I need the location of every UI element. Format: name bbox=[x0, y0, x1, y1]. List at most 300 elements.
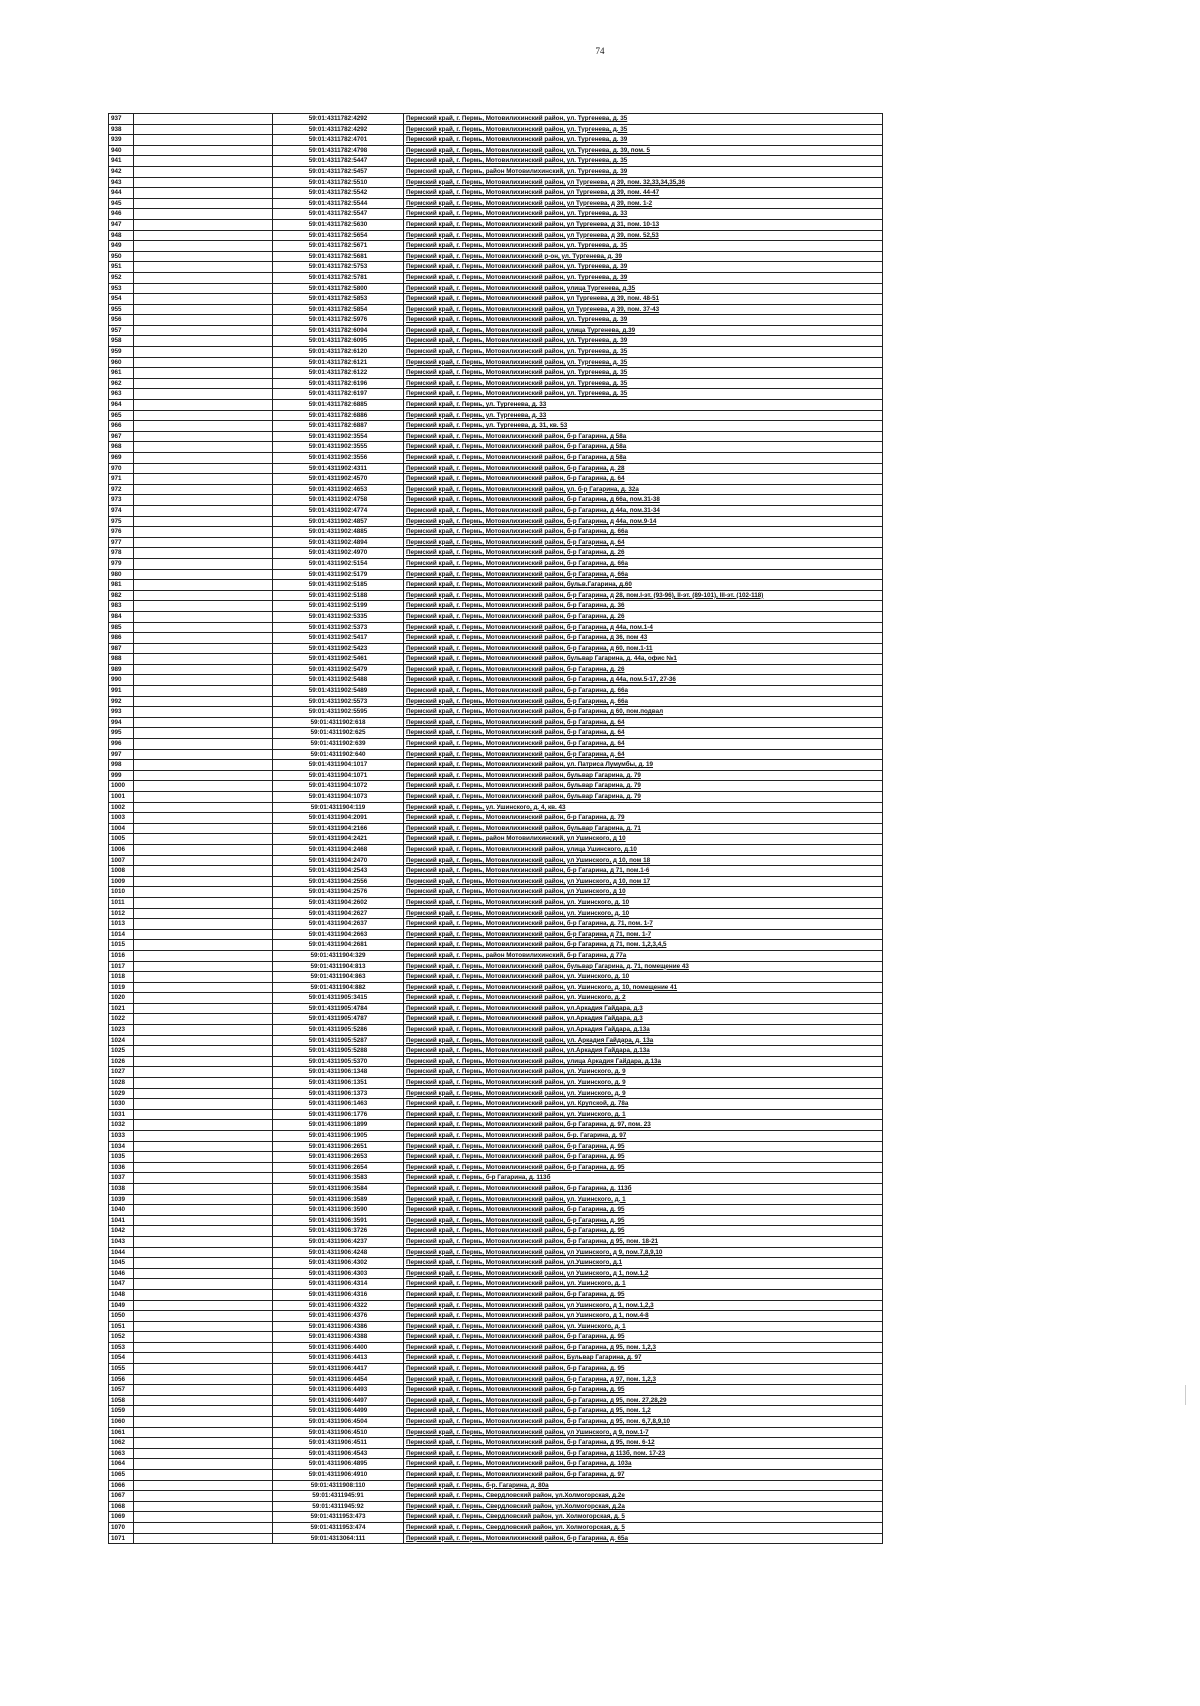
cadastral-number: 59:01:4311902:5461 bbox=[273, 654, 404, 665]
address: Пермский край, г. Пермь, Мотовилихинский район, б-р Гагарина, д. 95 bbox=[404, 1332, 883, 1343]
address: Пермский край, г. Пермь, Мотовилихинский район, ул. Тургенева, д. 35 bbox=[404, 368, 883, 379]
table-row bbox=[109, 188, 883, 199]
empty-cell bbox=[134, 643, 273, 654]
address: Пермский край, г. Пермь, Мотовилихинский район, ул. Тургенева, д. 33 bbox=[404, 209, 883, 220]
empty-cell bbox=[134, 156, 273, 167]
address: Пермский край, г. Пермь, Мотовилихинский район, ул. Ушинского, д. 9 bbox=[404, 1078, 883, 1089]
table-row bbox=[109, 1035, 883, 1046]
row-number: 1019 bbox=[109, 982, 134, 993]
table-row bbox=[109, 813, 883, 824]
empty-cell bbox=[134, 1067, 273, 1078]
empty-cell bbox=[134, 230, 273, 241]
table-row bbox=[109, 357, 883, 368]
empty-cell bbox=[134, 347, 273, 358]
table-row bbox=[109, 611, 883, 622]
cadastral-number: 59:01:4311906:4376 bbox=[273, 1311, 404, 1322]
table-row bbox=[109, 569, 883, 580]
table-row bbox=[109, 442, 883, 453]
address: Пермский край, г. Пермь, Мотовилихинский район, ул Ушинского, д 1, пом.1,2,3 bbox=[404, 1300, 883, 1311]
address: Пермский край, г. Пермь, Мотовилихинский район, б-р Гагарина, д 71, пом. 1-7 bbox=[404, 929, 883, 940]
address: Пермский край, г. Пермь, Мотовилихинский район, б-р Гагарина, д 66а, пом.31-38 bbox=[404, 495, 883, 506]
empty-cell bbox=[134, 1205, 273, 1216]
table-row bbox=[109, 580, 883, 591]
address: Пермский край, г. Пермь, Мотовилихинский район, б-р Гагарина, д. 64 bbox=[404, 474, 883, 485]
address: Пермский край, г. Пермь, Мотовилихинский район, б-р Гагарина, д. 64 bbox=[404, 537, 883, 548]
address: Пермский край, г. Пермь, Мотовилихинский район, б-р Гагарина, д. 64 bbox=[404, 728, 883, 739]
address: Пермский край, г. Пермь, Мотовилихинский район, ул Ушинского, д 10, пом 17 bbox=[404, 876, 883, 887]
row-number: 988 bbox=[109, 654, 134, 665]
row-number: 1024 bbox=[109, 1035, 134, 1046]
address: Пермский край, г. Пермь, Мотовилихинский район, б-р Гагарина, д. 95 bbox=[404, 1226, 883, 1237]
row-number: 961 bbox=[109, 368, 134, 379]
row-number: 1044 bbox=[109, 1247, 134, 1258]
cadastral-number: 59:01:4311902:4894 bbox=[273, 537, 404, 548]
row-number: 992 bbox=[109, 696, 134, 707]
empty-cell bbox=[134, 813, 273, 824]
empty-cell bbox=[134, 1258, 273, 1269]
row-number: 1055 bbox=[109, 1364, 134, 1375]
table-row bbox=[109, 177, 883, 188]
empty-cell bbox=[134, 1215, 273, 1226]
cadastral-number: 59:01:4311905:4784 bbox=[273, 1003, 404, 1014]
table-row bbox=[109, 1342, 883, 1353]
empty-cell bbox=[134, 272, 273, 283]
cadastral-number: 59:01:4311782:6886 bbox=[273, 410, 404, 421]
address: Пермский край, г. Пермь, Мотовилихинский район, б-р Гагарина, д. 66а bbox=[404, 558, 883, 569]
address: Пермский край, г. Пермь, Мотовилихинский район, б-р Гагарина, д. 95 bbox=[404, 1385, 883, 1396]
table-row bbox=[109, 219, 883, 230]
table-row bbox=[109, 166, 883, 177]
empty-cell bbox=[134, 1003, 273, 1014]
address: Пермский край, г. Пермь, Мотовилихинский район, б-р Гагарина, д. 95 bbox=[404, 1289, 883, 1300]
row-number: 1056 bbox=[109, 1374, 134, 1385]
row-number: 1028 bbox=[109, 1078, 134, 1089]
empty-cell bbox=[134, 1109, 273, 1120]
address: Пермский край, г. Пермь, Мотовилихинский район, бульвар Гагарина, д. 44а, офис №1 bbox=[404, 654, 883, 665]
cadastral-number: 59:01:4311782:5544 bbox=[273, 198, 404, 209]
cadastral-number: 59:01:4311906:3726 bbox=[273, 1226, 404, 1237]
empty-cell bbox=[134, 1173, 273, 1184]
empty-cell bbox=[134, 1353, 273, 1364]
cadastral-number: 59:01:4311906:4237 bbox=[273, 1236, 404, 1247]
row-number: 1020 bbox=[109, 993, 134, 1004]
row-number: 1014 bbox=[109, 929, 134, 940]
cadastral-number: 59:01:4311902:4970 bbox=[273, 548, 404, 559]
address: Пермский край, г. Пермь, Мотовилихинский район, б-р Гагарина, д. 97 bbox=[404, 1470, 883, 1481]
table-row bbox=[109, 1470, 883, 1481]
cadastral-number: 59:01:4311782:5800 bbox=[273, 283, 404, 294]
cadastral-number: 59:01:4311904:119 bbox=[273, 802, 404, 813]
address: Пермский край, г. Пермь, Мотовилихинский район, ул. Тургенева, д. 35 bbox=[404, 241, 883, 252]
cadastral-number: 59:01:4311782:6196 bbox=[273, 378, 404, 389]
cadastral-number: 59:01:4311906:4248 bbox=[273, 1247, 404, 1258]
table-row bbox=[109, 633, 883, 644]
table-row bbox=[109, 792, 883, 803]
address: Пермский край, г. Пермь, Мотовилихинский район, б-р Гагарина, д 44а, пом.9-14 bbox=[404, 516, 883, 527]
address: Пермский край, г. Пермь, Мотовилихинский район, ул. Тургенева, д. 35 bbox=[404, 378, 883, 389]
table-row bbox=[109, 1374, 883, 1385]
cadastral-number: 59:01:4311945:92 bbox=[273, 1501, 404, 1512]
empty-cell bbox=[134, 717, 273, 728]
empty-cell bbox=[134, 887, 273, 898]
address: Пермский край, г. Пермь, Мотовилихинский район, ул. Тургенева, д. 35 bbox=[404, 124, 883, 135]
table-row bbox=[109, 209, 883, 220]
address: Пермский край, г. Пермь, Мотовилихинский район, б-р Гагарина, д. 36 bbox=[404, 601, 883, 612]
table-row bbox=[109, 802, 883, 813]
table-row bbox=[109, 558, 883, 569]
cadastral-number: 59:01:4311902:5373 bbox=[273, 622, 404, 633]
table-row bbox=[109, 1109, 883, 1120]
row-number: 962 bbox=[109, 378, 134, 389]
row-number: 1050 bbox=[109, 1311, 134, 1322]
cadastral-number: 59:01:4311782:5630 bbox=[273, 219, 404, 230]
table-row bbox=[109, 1289, 883, 1300]
row-number: 1064 bbox=[109, 1459, 134, 1470]
cadastral-number: 59:01:4311782:4292 bbox=[273, 114, 404, 125]
row-number: 954 bbox=[109, 294, 134, 305]
row-number: 947 bbox=[109, 219, 134, 230]
row-number: 1043 bbox=[109, 1236, 134, 1247]
cadastral-number: 59:01:4311902:618 bbox=[273, 717, 404, 728]
address: Пермский край, г. Пермь, Мотовилихинский район, б-р Гагарина, д. 26 bbox=[404, 548, 883, 559]
row-number: 1067 bbox=[109, 1491, 134, 1502]
empty-cell bbox=[134, 993, 273, 1004]
cadastral-number: 59:01:4311906:1348 bbox=[273, 1067, 404, 1078]
row-number: 967 bbox=[109, 431, 134, 442]
table-row bbox=[109, 336, 883, 347]
cadastral-number: 59:01:4311906:3584 bbox=[273, 1183, 404, 1194]
address: Пермский край, г. Пермь, Свердловский район, ул. Холмогорская, д. 5 bbox=[404, 1522, 883, 1533]
table-row bbox=[109, 1152, 883, 1163]
address: Пермский край, г. Пермь, б-р Гагарина, д. 113б bbox=[404, 1173, 883, 1184]
row-number: 985 bbox=[109, 622, 134, 633]
empty-cell bbox=[134, 739, 273, 750]
table-row bbox=[109, 453, 883, 464]
row-number: 1066 bbox=[109, 1480, 134, 1491]
row-number: 1037 bbox=[109, 1173, 134, 1184]
cadastral-number: 59:01:4311782:5671 bbox=[273, 241, 404, 252]
empty-cell bbox=[134, 1141, 273, 1152]
table-row bbox=[109, 707, 883, 718]
row-number: 942 bbox=[109, 166, 134, 177]
cadastral-number: 59:01:4311902:5423 bbox=[273, 643, 404, 654]
row-number: 1001 bbox=[109, 792, 134, 803]
empty-cell bbox=[134, 484, 273, 495]
empty-cell bbox=[134, 982, 273, 993]
table-row bbox=[109, 1247, 883, 1258]
row-number: 1039 bbox=[109, 1194, 134, 1205]
address: Пермский край, г. Пермь, Мотовилихинский район, б-р Гагарина, д. 66а bbox=[404, 686, 883, 697]
table-row bbox=[109, 823, 883, 834]
row-number: 1018 bbox=[109, 972, 134, 983]
empty-cell bbox=[134, 972, 273, 983]
row-number: 1021 bbox=[109, 1003, 134, 1014]
cadastral-number: 59:01:4311904:2627 bbox=[273, 908, 404, 919]
empty-cell bbox=[134, 315, 273, 326]
empty-cell bbox=[134, 1247, 273, 1258]
table-row bbox=[109, 495, 883, 506]
row-number: 1009 bbox=[109, 876, 134, 887]
row-number: 976 bbox=[109, 527, 134, 538]
empty-cell bbox=[134, 1364, 273, 1375]
address: Пермский край, г. Пермь, Мотовилихинский район, улица Ушинского, д.10 bbox=[404, 844, 883, 855]
address: Пермский край, г. Пермь, Мотовилихинский район, ул Тургенева, д 39, пом. 37-43 bbox=[404, 304, 883, 315]
empty-cell bbox=[134, 1056, 273, 1067]
row-number: 1048 bbox=[109, 1289, 134, 1300]
cadastral-number: 59:01:4311906:4417 bbox=[273, 1364, 404, 1375]
empty-cell bbox=[134, 580, 273, 591]
cadastral-number: 59:01:4311904:882 bbox=[273, 982, 404, 993]
cadastral-number: 59:01:4311906:4322 bbox=[273, 1300, 404, 1311]
address: Пермский край, г. Пермь, Мотовилихинский район, б-р Гагарина, д. 95 bbox=[404, 1162, 883, 1173]
table-row bbox=[109, 1194, 883, 1205]
address: Пермский край, г. Пермь, Мотовилихинский район, б-р Гагарина, д 95, пом. 18-21 bbox=[404, 1236, 883, 1247]
row-number: 1036 bbox=[109, 1162, 134, 1173]
row-number: 1000 bbox=[109, 781, 134, 792]
address: Пермский край, г. Пермь, Мотовилихинский район, бульвар Гагарина, д. 79 bbox=[404, 781, 883, 792]
cadastral-number: 59:01:4311902:5188 bbox=[273, 590, 404, 601]
table-row bbox=[109, 1448, 883, 1459]
table-row bbox=[109, 421, 883, 432]
empty-cell bbox=[134, 834, 273, 845]
cadastral-number: 59:01:4311905:4787 bbox=[273, 1014, 404, 1025]
empty-cell bbox=[134, 1512, 273, 1523]
empty-cell bbox=[134, 1014, 273, 1025]
cadastral-number: 59:01:4311902:5179 bbox=[273, 569, 404, 580]
table-row bbox=[109, 1056, 883, 1067]
empty-cell bbox=[134, 1152, 273, 1163]
address: Пермский край, г. Пермь, Мотовилихинский район, ул. Тургенева, д. 35 bbox=[404, 114, 883, 125]
empty-cell bbox=[134, 781, 273, 792]
address: Пермский край, г. Пермь, Мотовилихинский район, ул Ушинского, д 1, пом.1,2 bbox=[404, 1268, 883, 1279]
table-row bbox=[109, 1353, 883, 1364]
table-row bbox=[109, 1078, 883, 1089]
cadastral-number: 59:01:4311782:6887 bbox=[273, 421, 404, 432]
empty-cell bbox=[134, 855, 273, 866]
table-row bbox=[109, 844, 883, 855]
address: Пермский край, г. Пермь, Мотовилихинский район, б-р Гагарина, д 28, пом.I-эт. (93-96), II-эт. (89-101), III-эт. (102-118) bbox=[404, 590, 883, 601]
cadastral-number: 59:01:4311782:5542 bbox=[273, 188, 404, 199]
empty-cell bbox=[134, 1491, 273, 1502]
table-row bbox=[109, 1183, 883, 1194]
table-row bbox=[109, 527, 883, 538]
row-number: 1071 bbox=[109, 1533, 134, 1544]
empty-cell bbox=[134, 135, 273, 146]
cadastral-number: 59:01:4311782:5447 bbox=[273, 156, 404, 167]
cadastral-number: 59:01:4311782:5976 bbox=[273, 315, 404, 326]
cadastral-number: 59:01:4311906:3583 bbox=[273, 1173, 404, 1184]
row-number: 983 bbox=[109, 601, 134, 612]
row-number: 965 bbox=[109, 410, 134, 421]
table-row bbox=[109, 643, 883, 654]
empty-cell bbox=[134, 569, 273, 580]
table-row bbox=[109, 1003, 883, 1014]
cadastral-number: 59:01:4311782:4798 bbox=[273, 145, 404, 156]
row-number: 938 bbox=[109, 124, 134, 135]
empty-cell bbox=[134, 1279, 273, 1290]
empty-cell bbox=[134, 188, 273, 199]
empty-cell bbox=[134, 145, 273, 156]
address: Пермский край, г. Пермь, Мотовилихинский район, ул Тургенева, д 39, пом. 44-47 bbox=[404, 188, 883, 199]
cadastral-number: 59:01:4311902:3555 bbox=[273, 442, 404, 453]
empty-cell bbox=[134, 177, 273, 188]
empty-cell bbox=[134, 611, 273, 622]
address: Пермский край, г. Пермь, Мотовилихинский район, б-р Гагарина, д. 66а bbox=[404, 527, 883, 538]
cadastral-number: 59:01:4311902:4311 bbox=[273, 463, 404, 474]
row-number: 1060 bbox=[109, 1417, 134, 1428]
row-number: 969 bbox=[109, 453, 134, 464]
address: Пермский край, г. Пермь, Мотовилихинский район, ул. Ушинского, д. 2 bbox=[404, 993, 883, 1004]
scan-mark bbox=[1185, 1385, 1186, 1405]
row-number: 1008 bbox=[109, 866, 134, 877]
row-number: 1042 bbox=[109, 1226, 134, 1237]
cadastral-number: 59:01:4311902:5154 bbox=[273, 558, 404, 569]
table-row bbox=[109, 1522, 883, 1533]
table-row bbox=[109, 272, 883, 283]
address: Пермский край, г. Пермь, Мотовилихинский район, ул. Ушинского, д. 1 bbox=[404, 1194, 883, 1205]
empty-cell bbox=[134, 400, 273, 411]
address: Пермский край, г. Пермь, Мотовилихинский район, б-р Гагарина, д 58а bbox=[404, 431, 883, 442]
row-number: 1031 bbox=[109, 1109, 134, 1120]
address: Пермский край, г. Пермь, Мотовилихинский район, ул. Ушинского, д. 9 bbox=[404, 1067, 883, 1078]
table-row bbox=[109, 887, 883, 898]
address: Пермский край, г. Пермь, Мотовилихинский район, б-р Гагарина, д. 97, пом. 23 bbox=[404, 1120, 883, 1131]
row-number: 971 bbox=[109, 474, 134, 485]
empty-cell bbox=[134, 823, 273, 834]
table-row bbox=[109, 1491, 883, 1502]
cadastral-number: 59:01:4311902:625 bbox=[273, 728, 404, 739]
cadastral-number: 59:01:4311906:4316 bbox=[273, 1289, 404, 1300]
empty-cell bbox=[134, 1131, 273, 1142]
empty-cell bbox=[134, 1417, 273, 1428]
table-row bbox=[109, 463, 883, 474]
row-number: 953 bbox=[109, 283, 134, 294]
row-number: 957 bbox=[109, 325, 134, 336]
address: Пермский край, г. Пермь, Мотовилихинский район, ул. Ушинского, д. 1 bbox=[404, 1279, 883, 1290]
table-row bbox=[109, 1173, 883, 1184]
cadastral-table bbox=[108, 113, 883, 1544]
empty-cell bbox=[134, 1025, 273, 1036]
address: Пермский край, г. Пермь, район Мотовилихинский, ул. Тургенева, д. 39 bbox=[404, 166, 883, 177]
cadastral-number: 59:01:4311782:6120 bbox=[273, 347, 404, 358]
table-row bbox=[109, 1417, 883, 1428]
cadastral-number: 59:01:4311906:2654 bbox=[273, 1162, 404, 1173]
cadastral-number: 59:01:4311902:4857 bbox=[273, 516, 404, 527]
table-row bbox=[109, 230, 883, 241]
row-number: 1034 bbox=[109, 1141, 134, 1152]
row-number: 1040 bbox=[109, 1205, 134, 1216]
cadastral-number: 59:01:4311782:6885 bbox=[273, 400, 404, 411]
row-number: 993 bbox=[109, 707, 134, 718]
address: Пермский край, г. Пермь, Мотовилихинский район, б-р. Гагарина, д. 97 bbox=[404, 1131, 883, 1142]
row-number: 1053 bbox=[109, 1342, 134, 1353]
empty-cell bbox=[134, 1501, 273, 1512]
cadastral-number: 59:01:4311902:639 bbox=[273, 739, 404, 750]
row-number: 1023 bbox=[109, 1025, 134, 1036]
table-row bbox=[109, 1067, 883, 1078]
cadastral-number: 59:01:4311904:2637 bbox=[273, 919, 404, 930]
empty-cell bbox=[134, 728, 273, 739]
cadastral-number: 59:01:4311902:5479 bbox=[273, 664, 404, 675]
row-number: 1003 bbox=[109, 813, 134, 824]
row-number: 1029 bbox=[109, 1088, 134, 1099]
row-number: 975 bbox=[109, 516, 134, 527]
row-number: 960 bbox=[109, 357, 134, 368]
address: Пермский край, г. Пермь, Мотовилихинский район, ул Ушинского, д 10 bbox=[404, 887, 883, 898]
table-row bbox=[109, 876, 883, 887]
table-row bbox=[109, 1533, 883, 1544]
empty-cell bbox=[134, 1374, 273, 1385]
empty-cell bbox=[134, 505, 273, 516]
row-number: 970 bbox=[109, 463, 134, 474]
address: Пермский край, г. Пермь, Мотовилихинский район, б-р Гагарина, д 60, пом.подвал bbox=[404, 707, 883, 718]
cadastral-number: 59:01:4311902:640 bbox=[273, 749, 404, 760]
empty-cell bbox=[134, 114, 273, 125]
empty-cell bbox=[134, 325, 273, 336]
row-number: 1027 bbox=[109, 1067, 134, 1078]
row-number: 1065 bbox=[109, 1470, 134, 1481]
empty-cell bbox=[134, 633, 273, 644]
cadastral-number: 59:01:4311904:813 bbox=[273, 961, 404, 972]
empty-cell bbox=[134, 675, 273, 686]
address: Пермский край, г. Пермь, Мотовилихинский район, ул. Тургенева, д. 35 bbox=[404, 156, 883, 167]
address: Пермский край, г. Пермь, Мотовилихинский район, ул. Патриса Лумумбы, д. 19 bbox=[404, 760, 883, 771]
table-body bbox=[109, 114, 883, 1544]
cadastral-number: 59:01:4311906:4314 bbox=[273, 1279, 404, 1290]
empty-cell bbox=[134, 442, 273, 453]
table-row bbox=[109, 368, 883, 379]
row-number: 1025 bbox=[109, 1046, 134, 1057]
cadastral-number: 59:01:4311945:91 bbox=[273, 1491, 404, 1502]
cadastral-number: 59:01:4311906:4493 bbox=[273, 1385, 404, 1396]
empty-cell bbox=[134, 654, 273, 665]
row-number: 1013 bbox=[109, 919, 134, 930]
row-number: 958 bbox=[109, 336, 134, 347]
cadastral-number: 59:01:4311906:1463 bbox=[273, 1099, 404, 1110]
table-row bbox=[109, 347, 883, 358]
address: Пермский край, г. Пермь, Мотовилихинский район, б-р Гагарина, д 58а bbox=[404, 442, 883, 453]
table-row bbox=[109, 950, 883, 961]
cadastral-number: 59:01:4311906:4303 bbox=[273, 1268, 404, 1279]
cadastral-number: 59:01:4311782:5654 bbox=[273, 230, 404, 241]
table-row bbox=[109, 664, 883, 675]
address: Пермский край, г. Пермь, Мотовилихинский район, б-р Гагарина, д. 66а bbox=[404, 569, 883, 580]
table-row bbox=[109, 124, 883, 135]
cadastral-number: 59:01:4311904:2602 bbox=[273, 897, 404, 908]
address: Пермский край, г. Пермь, Мотовилихинский район, б-р Гагарина, д 95, пом. 1,2 bbox=[404, 1406, 883, 1417]
row-number: 963 bbox=[109, 389, 134, 400]
row-number: 995 bbox=[109, 728, 134, 739]
address: Пермский край, г. Пермь, Мотовилихинский район, б-р Гагарина, д. 95 bbox=[404, 1205, 883, 1216]
table-row bbox=[109, 304, 883, 315]
address: Пермский край, г. Пермь, Мотовилихинский район, б-р Гагарина, д 44а, пом.31-34 bbox=[404, 505, 883, 516]
cadastral-number: 59:01:4311953:473 bbox=[273, 1512, 404, 1523]
page-number: 74 bbox=[595, 46, 605, 56]
table-row bbox=[109, 1131, 883, 1142]
row-number: 972 bbox=[109, 484, 134, 495]
address: Пермский край, г. Пермь, Мотовилихинский район, ул. Ушинского, д. 10, помещение 41 bbox=[404, 982, 883, 993]
address: Пермский край, г. Пермь, Мотовилихинский район, ул Тургенева, д 31, пом. 10-13 bbox=[404, 219, 883, 230]
cadastral-number: 59:01:4311902:4570 bbox=[273, 474, 404, 485]
cadastral-number: 59:01:4311904:1073 bbox=[273, 792, 404, 803]
row-number: 1022 bbox=[109, 1014, 134, 1025]
table-row bbox=[109, 982, 883, 993]
cadastral-number: 59:01:4311906:2651 bbox=[273, 1141, 404, 1152]
cadastral-number: 59:01:4311902:3554 bbox=[273, 431, 404, 442]
empty-cell bbox=[134, 1448, 273, 1459]
address: Пермский край, г. Пермь, Мотовилихинский район, бульвар Гагарина, д. 71, помещение 43 bbox=[404, 961, 883, 972]
row-number: 1068 bbox=[109, 1501, 134, 1512]
